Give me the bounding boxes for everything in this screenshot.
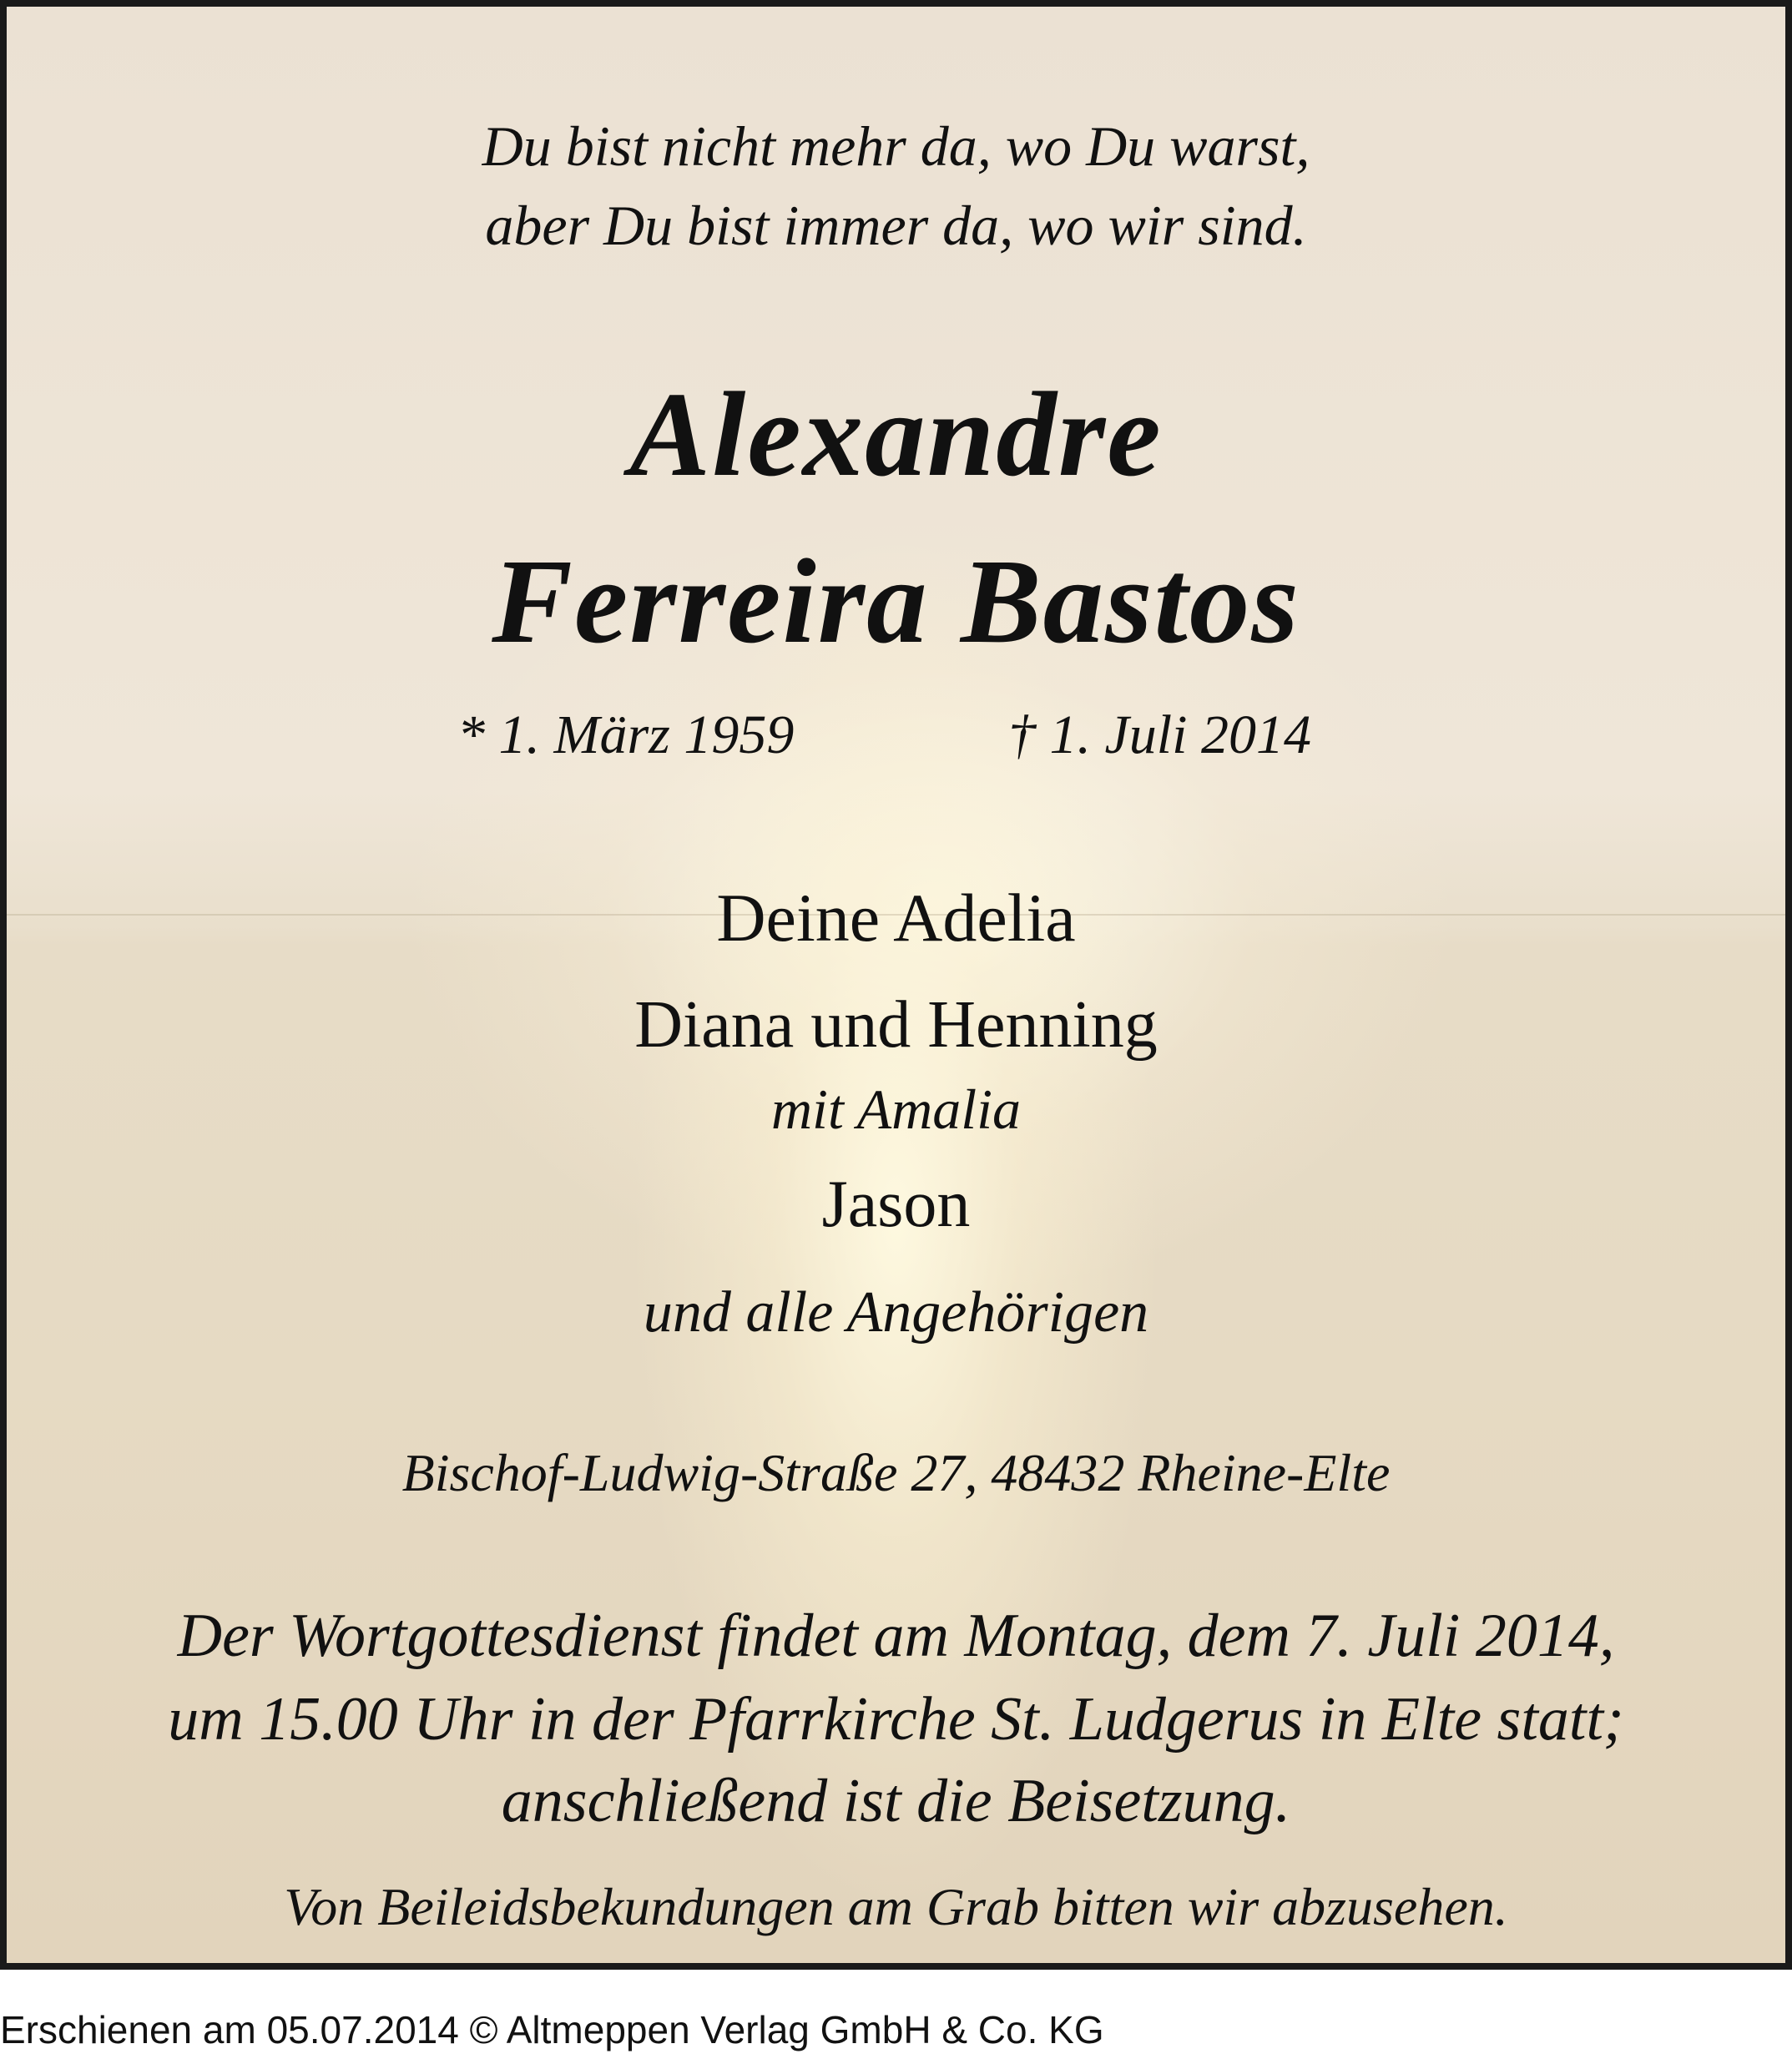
death-date: † 1. Juli 2014 — [1008, 704, 1311, 765]
publication-footer: Erschienen am 05.07.2014 © Altmeppen Verlag GmbH & Co. KG — [0, 2008, 1104, 2051]
mourner-child: Jason — [821, 1168, 971, 1241]
deceased-last-name: Ferreira Bastos — [492, 535, 1300, 669]
service-info-line-2: um 15.00 Uhr in der Pfarrkirche St. Ludgerus in Elte statt; — [168, 1685, 1624, 1754]
family-address: Bischof-Ludwig-Straße 27, 48432 Rheine-Elte — [401, 1443, 1391, 1502]
motto-line-2: aber Du bist immer da, wo wir sind. — [485, 194, 1307, 257]
mourner-family: Diana und Henning — [634, 988, 1158, 1062]
mourner-relatives: und alle Angehörigen — [643, 1280, 1149, 1345]
birth-date: * 1. März 1959 — [457, 704, 795, 765]
mourner-grandchild: mit Amalia — [770, 1077, 1022, 1141]
service-info-line-1: Der Wortgottesdienst findet am Montag, dem 7. Juli 2014, — [177, 1602, 1615, 1670]
deceased-first-name: Alexandre — [629, 368, 1163, 502]
motto-line-1: Du bist nicht mehr da, wo Du warst, — [482, 114, 1310, 178]
mourner-spouse: Deine Adelia — [716, 880, 1076, 956]
service-info-line-3: anschließend ist die Beisetzung. — [501, 1767, 1291, 1835]
condolence-note: Von Beileidsbekundungen am Grab bitten wir abzusehen. — [284, 1877, 1508, 1936]
